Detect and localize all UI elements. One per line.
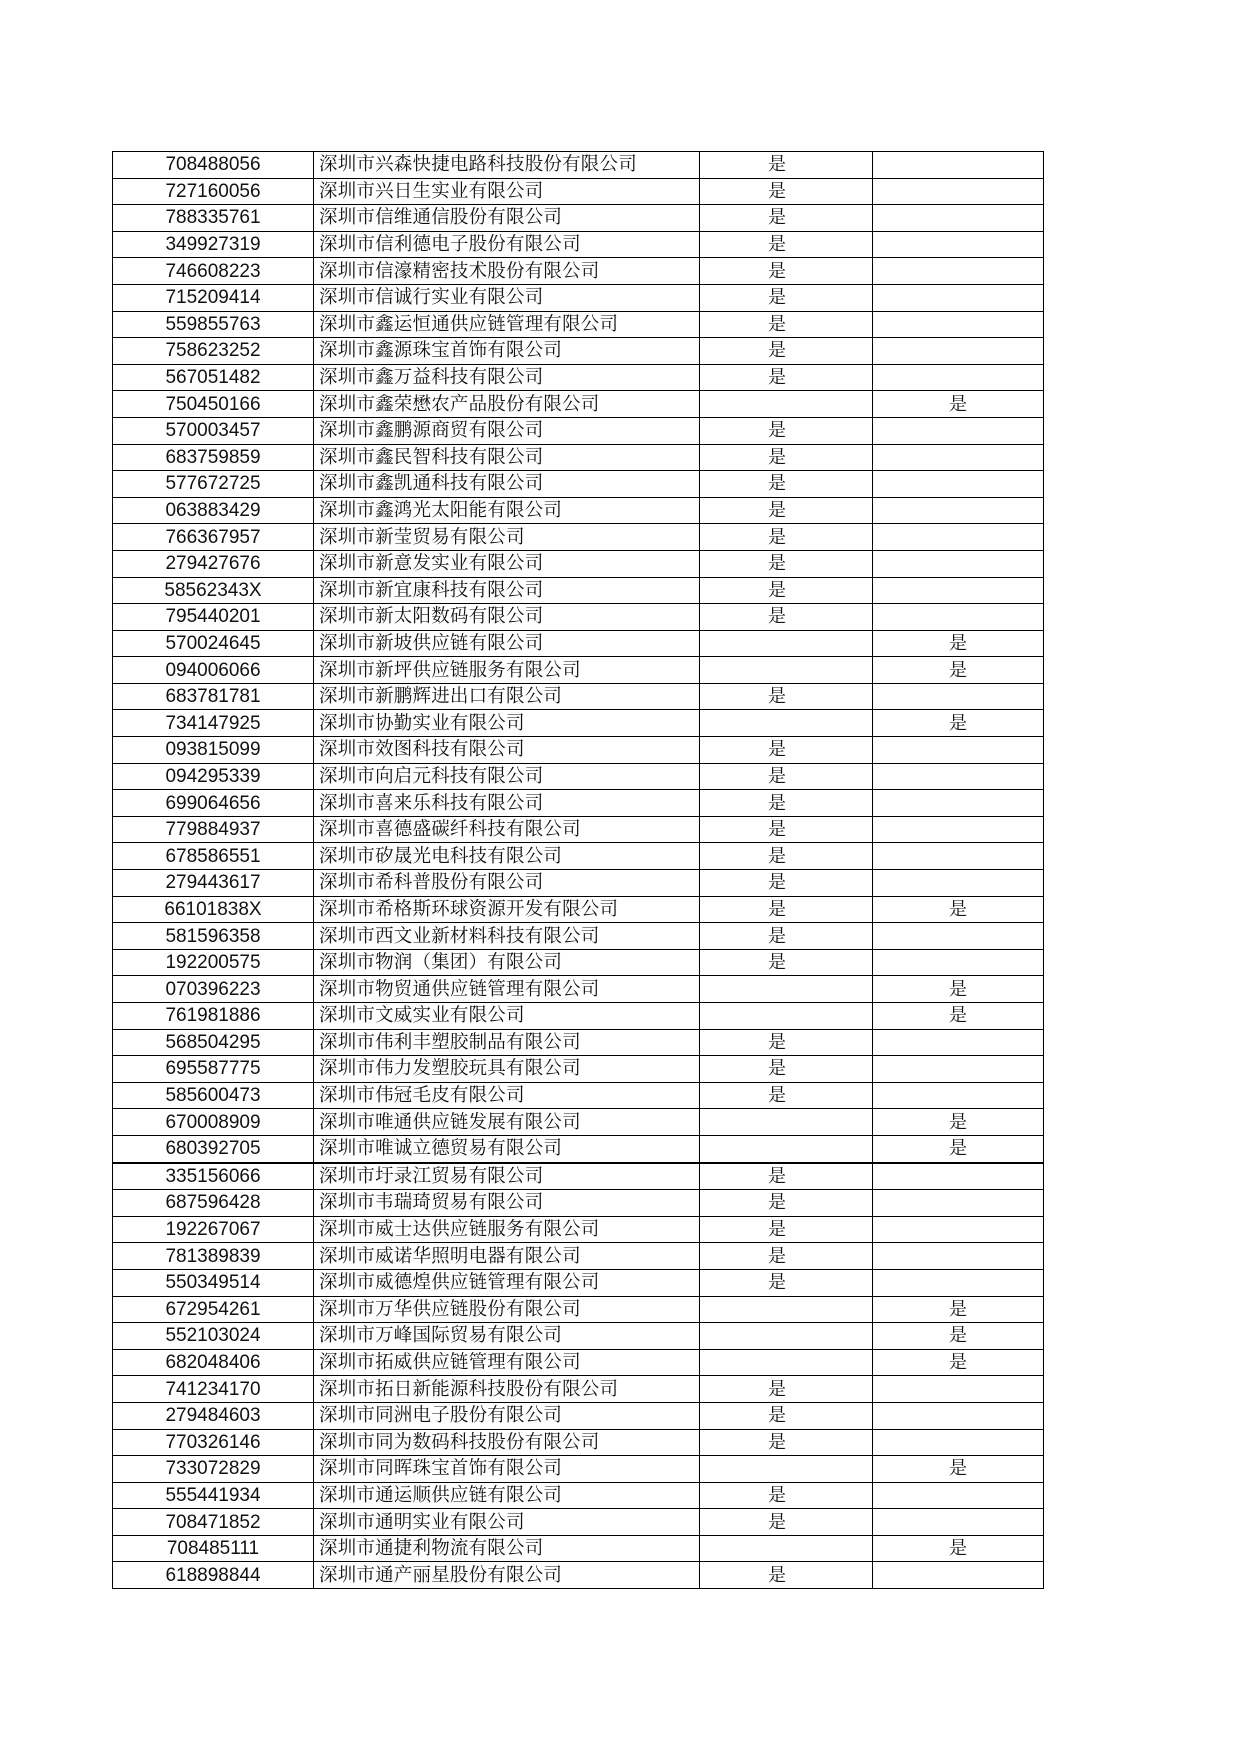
table-row	[113, 1243, 1044, 1270]
company-name-cell: 深圳市通运顺供应链有限公司	[314, 1482, 700, 1509]
flag-column-1-cell: 是	[700, 843, 873, 870]
code-cell: 279443617	[113, 870, 314, 897]
table-row	[113, 391, 1044, 418]
flag-column-2-cell	[873, 816, 1044, 843]
table-row	[113, 178, 1044, 205]
company-name-cell: 深圳市喜来乐科技有限公司	[314, 790, 700, 817]
flag-column-2-cell	[873, 205, 1044, 232]
flag-column-2-cell	[873, 1482, 1044, 1509]
table-row	[113, 1482, 1044, 1509]
company-name-cell: 深圳市信维通信股份有限公司	[314, 205, 700, 232]
flag-column-1-cell: 是	[700, 1402, 873, 1429]
code-cell: 733072829	[113, 1456, 314, 1483]
company-name-cell: 深圳市兴日生实业有限公司	[314, 178, 700, 205]
company-name-cell: 深圳市新鹏辉进出口有限公司	[314, 683, 700, 710]
code-cell: 761981886	[113, 1003, 314, 1030]
flag-column-1-cell: 是	[700, 178, 873, 205]
flag-column-2-cell	[873, 152, 1044, 179]
company-name-cell: 深圳市拓日新能源科技股份有限公司	[314, 1376, 700, 1403]
table-row	[113, 1402, 1044, 1429]
flag-column-2-cell: 是	[873, 630, 1044, 657]
flag-column-2-cell	[873, 1269, 1044, 1296]
code-cell: 670008909	[113, 1109, 314, 1136]
flag-column-1-cell: 是	[700, 258, 873, 285]
flag-column-2-cell	[873, 417, 1044, 444]
table-row	[113, 1135, 1044, 1162]
code-cell: 567051482	[113, 364, 314, 391]
flag-column-1-cell: 是	[700, 1082, 873, 1109]
table-row	[113, 1456, 1044, 1483]
flag-column-2-cell	[873, 949, 1044, 976]
code-cell: 750450166	[113, 391, 314, 418]
company-name-cell: 深圳市鑫民智科技有限公司	[314, 444, 700, 471]
table-row	[113, 1535, 1044, 1562]
company-name-cell: 深圳市希科普股份有限公司	[314, 870, 700, 897]
flag-column-2-cell: 是	[873, 1456, 1044, 1483]
flag-column-2-cell	[873, 1163, 1044, 1190]
flag-column-2-cell: 是	[873, 896, 1044, 923]
flag-column-2-cell	[873, 1029, 1044, 1056]
flag-column-2-cell	[873, 870, 1044, 897]
company-name-cell: 深圳市物润（集团）有限公司	[314, 949, 700, 976]
company-name-cell: 深圳市拓威供应链管理有限公司	[314, 1349, 700, 1376]
table-row	[113, 976, 1044, 1003]
code-cell: 795440201	[113, 604, 314, 631]
flag-column-2-cell: 是	[873, 710, 1044, 737]
code-cell: 715209414	[113, 284, 314, 311]
company-name-cell: 深圳市矽晟光电科技有限公司	[314, 843, 700, 870]
flag-column-1-cell: 是	[700, 1216, 873, 1243]
code-cell: 570024645	[113, 630, 314, 657]
company-name-cell: 深圳市鑫运恒通供应链管理有限公司	[314, 311, 700, 338]
table-row	[113, 231, 1044, 258]
code-cell: 550349514	[113, 1269, 314, 1296]
code-cell: 678586551	[113, 843, 314, 870]
company-name-cell: 深圳市威士达供应链服务有限公司	[314, 1216, 700, 1243]
flag-column-1-cell	[700, 1349, 873, 1376]
flag-column-1-cell: 是	[700, 152, 873, 179]
table-row	[113, 1323, 1044, 1350]
company-name-cell: 深圳市物贸通供应链管理有限公司	[314, 976, 700, 1003]
table-row	[113, 896, 1044, 923]
flag-column-2-cell	[873, 311, 1044, 338]
table-row	[113, 1269, 1044, 1296]
flag-column-1-cell: 是	[700, 524, 873, 551]
company-name-cell: 深圳市信利德电子股份有限公司	[314, 231, 700, 258]
table-row	[113, 338, 1044, 365]
code-cell: 192200575	[113, 949, 314, 976]
flag-column-1-cell: 是	[700, 364, 873, 391]
flag-column-1-cell: 是	[700, 1482, 873, 1509]
table-row	[113, 763, 1044, 790]
table-row	[113, 550, 1044, 577]
company-name-cell: 深圳市圩录江贸易有限公司	[314, 1163, 700, 1190]
code-cell: 279427676	[113, 550, 314, 577]
company-name-cell: 深圳市新宜康科技有限公司	[314, 577, 700, 604]
code-cell: 552103024	[113, 1323, 314, 1350]
flag-column-2-cell	[873, 1216, 1044, 1243]
flag-column-2-cell	[873, 524, 1044, 551]
table-row	[113, 683, 1044, 710]
flag-column-2-cell	[873, 471, 1044, 498]
flag-column-1-cell: 是	[700, 763, 873, 790]
flag-column-1-cell: 是	[700, 1376, 873, 1403]
flag-column-2-cell	[873, 178, 1044, 205]
company-name-cell: 深圳市新坪供应链服务有限公司	[314, 657, 700, 684]
company-name-cell: 深圳市文威实业有限公司	[314, 1003, 700, 1030]
company-name-cell: 深圳市万华供应链股份有限公司	[314, 1296, 700, 1323]
company-name-cell: 深圳市伟力发塑胶玩具有限公司	[314, 1056, 700, 1083]
table-row	[113, 710, 1044, 737]
company-name-cell: 深圳市新莹贸易有限公司	[314, 524, 700, 551]
table-row	[113, 1562, 1044, 1589]
company-name-cell: 深圳市唯诚立德贸易有限公司	[314, 1135, 700, 1162]
code-cell: 766367957	[113, 524, 314, 551]
flag-column-2-cell: 是	[873, 1135, 1044, 1162]
company-name-cell: 深圳市效图科技有限公司	[314, 737, 700, 764]
flag-column-2-cell	[873, 231, 1044, 258]
code-cell: 734147925	[113, 710, 314, 737]
flag-column-1-cell: 是	[700, 896, 873, 923]
code-cell: 699064656	[113, 790, 314, 817]
flag-column-1-cell: 是	[700, 1429, 873, 1456]
code-cell: 727160056	[113, 178, 314, 205]
company-name-cell: 深圳市同为数码科技股份有限公司	[314, 1429, 700, 1456]
flag-column-2-cell	[873, 364, 1044, 391]
code-cell: 618898844	[113, 1562, 314, 1589]
code-cell: 063883429	[113, 497, 314, 524]
code-cell: 093815099	[113, 737, 314, 764]
flag-column-2-cell: 是	[873, 391, 1044, 418]
code-cell: 555441934	[113, 1482, 314, 1509]
flag-column-1-cell	[700, 391, 873, 418]
company-name-cell: 深圳市新坡供应链有限公司	[314, 630, 700, 657]
company-name-cell: 深圳市喜德盛碳纤科技有限公司	[314, 816, 700, 843]
company-name-cell: 深圳市新意发实业有限公司	[314, 550, 700, 577]
flag-column-2-cell	[873, 1402, 1044, 1429]
flag-column-2-cell	[873, 550, 1044, 577]
flag-column-2-cell: 是	[873, 1003, 1044, 1030]
company-name-cell: 深圳市鑫源珠宝首饰有限公司	[314, 338, 700, 365]
table-row	[113, 444, 1044, 471]
flag-column-1-cell: 是	[700, 949, 873, 976]
table-row	[113, 657, 1044, 684]
table-row	[113, 1216, 1044, 1243]
table-row	[113, 737, 1044, 764]
table-row	[113, 1082, 1044, 1109]
table-row	[113, 1190, 1044, 1217]
flag-column-2-cell	[873, 923, 1044, 950]
table-body	[113, 152, 1044, 1589]
code-cell: 687596428	[113, 1190, 314, 1217]
flag-column-1-cell: 是	[700, 284, 873, 311]
company-name-cell: 深圳市兴森快捷电路科技股份有限公司	[314, 152, 700, 179]
flag-column-2-cell	[873, 497, 1044, 524]
company-name-cell: 深圳市唯通供应链发展有限公司	[314, 1109, 700, 1136]
table-row	[113, 417, 1044, 444]
flag-column-1-cell: 是	[700, 683, 873, 710]
code-cell: 070396223	[113, 976, 314, 1003]
code-cell: 585600473	[113, 1082, 314, 1109]
flag-column-2-cell: 是	[873, 1296, 1044, 1323]
company-name-cell: 深圳市韦瑞琦贸易有限公司	[314, 1190, 700, 1217]
company-name-cell: 深圳市鑫凯通科技有限公司	[314, 471, 700, 498]
flag-column-1-cell	[700, 1135, 873, 1162]
code-cell: 279484603	[113, 1402, 314, 1429]
flag-column-1-cell: 是	[700, 1163, 873, 1190]
table-row	[113, 1056, 1044, 1083]
table-row	[113, 1163, 1044, 1190]
code-cell: 559855763	[113, 311, 314, 338]
code-cell: 708471852	[113, 1509, 314, 1536]
flag-column-1-cell	[700, 1296, 873, 1323]
table-row	[113, 152, 1044, 179]
code-cell: 781389839	[113, 1243, 314, 1270]
flag-column-1-cell: 是	[700, 497, 873, 524]
table-row	[113, 577, 1044, 604]
code-cell: 192267067	[113, 1216, 314, 1243]
company-name-cell: 深圳市通明实业有限公司	[314, 1509, 700, 1536]
flag-column-2-cell	[873, 1562, 1044, 1589]
flag-column-1-cell	[700, 976, 873, 1003]
code-cell: 349927319	[113, 231, 314, 258]
code-cell: 741234170	[113, 1376, 314, 1403]
table-row	[113, 1296, 1044, 1323]
code-cell: 770326146	[113, 1429, 314, 1456]
company-name-cell: 深圳市万峰国际贸易有限公司	[314, 1323, 700, 1350]
code-cell: 746608223	[113, 258, 314, 285]
flag-column-1-cell: 是	[700, 737, 873, 764]
flag-column-2-cell	[873, 843, 1044, 870]
flag-column-2-cell: 是	[873, 1349, 1044, 1376]
code-cell: 094006066	[113, 657, 314, 684]
table-row	[113, 949, 1044, 976]
code-cell: 577672725	[113, 471, 314, 498]
flag-column-1-cell: 是	[700, 1056, 873, 1083]
flag-column-1-cell: 是	[700, 338, 873, 365]
table-row	[113, 524, 1044, 551]
flag-column-2-cell: 是	[873, 657, 1044, 684]
flag-column-2-cell	[873, 577, 1044, 604]
flag-column-1-cell: 是	[700, 923, 873, 950]
company-name-cell: 深圳市威德煌供应链管理有限公司	[314, 1269, 700, 1296]
code-cell: 335156066	[113, 1163, 314, 1190]
code-cell: 695587775	[113, 1056, 314, 1083]
table-row	[113, 1376, 1044, 1403]
flag-column-2-cell	[873, 1509, 1044, 1536]
code-cell: 682048406	[113, 1349, 314, 1376]
flag-column-1-cell	[700, 1535, 873, 1562]
flag-column-1-cell: 是	[700, 444, 873, 471]
table-row	[113, 205, 1044, 232]
flag-column-2-cell	[873, 1429, 1044, 1456]
flag-column-1-cell: 是	[700, 471, 873, 498]
company-name-cell: 深圳市同晖珠宝首饰有限公司	[314, 1456, 700, 1483]
company-name-cell: 深圳市信濠精密技术股份有限公司	[314, 258, 700, 285]
table-row	[113, 1509, 1044, 1536]
flag-column-1-cell: 是	[700, 790, 873, 817]
flag-column-1-cell: 是	[700, 577, 873, 604]
company-name-cell: 深圳市向启元科技有限公司	[314, 763, 700, 790]
flag-column-1-cell: 是	[700, 1243, 873, 1270]
table-row	[113, 364, 1044, 391]
table-row	[113, 258, 1044, 285]
flag-column-1-cell: 是	[700, 1029, 873, 1056]
code-cell: 779884937	[113, 816, 314, 843]
code-cell: 788335761	[113, 205, 314, 232]
flag-column-1-cell	[700, 1323, 873, 1350]
flag-column-2-cell	[873, 284, 1044, 311]
flag-column-2-cell	[873, 338, 1044, 365]
flag-column-1-cell: 是	[700, 550, 873, 577]
flag-column-1-cell	[700, 1109, 873, 1136]
flag-column-1-cell: 是	[700, 1562, 873, 1589]
flag-column-1-cell: 是	[700, 1190, 873, 1217]
table-row	[113, 311, 1044, 338]
company-name-cell: 深圳市同洲电子股份有限公司	[314, 1402, 700, 1429]
table-row	[113, 1429, 1044, 1456]
flag-column-1-cell: 是	[700, 870, 873, 897]
code-cell: 094295339	[113, 763, 314, 790]
company-name-cell: 深圳市新太阳数码有限公司	[314, 604, 700, 631]
flag-column-2-cell: 是	[873, 1109, 1044, 1136]
code-cell: 683781781	[113, 683, 314, 710]
table-row	[113, 604, 1044, 631]
flag-column-1-cell: 是	[700, 1269, 873, 1296]
flag-column-1-cell	[700, 630, 873, 657]
company-name-cell: 深圳市协勤实业有限公司	[314, 710, 700, 737]
flag-column-2-cell	[873, 790, 1044, 817]
code-cell: 683759859	[113, 444, 314, 471]
table-row	[113, 1109, 1044, 1136]
flag-column-2-cell	[873, 1243, 1044, 1270]
code-cell: 672954261	[113, 1296, 314, 1323]
company-name-cell: 深圳市鑫万益科技有限公司	[314, 364, 700, 391]
company-name-cell: 深圳市通产丽星股份有限公司	[314, 1562, 700, 1589]
flag-column-1-cell: 是	[700, 205, 873, 232]
table-row	[113, 630, 1044, 657]
table-row	[113, 843, 1044, 870]
flag-column-2-cell: 是	[873, 976, 1044, 1003]
flag-column-2-cell	[873, 1376, 1044, 1403]
flag-column-1-cell: 是	[700, 604, 873, 631]
company-name-cell: 深圳市伟冠毛皮有限公司	[314, 1082, 700, 1109]
code-cell: 581596358	[113, 923, 314, 950]
company-name-cell: 深圳市希格斯环球资源开发有限公司	[314, 896, 700, 923]
company-name-cell: 深圳市西文业新材料科技有限公司	[314, 923, 700, 950]
flag-column-2-cell	[873, 444, 1044, 471]
code-cell: 680392705	[113, 1135, 314, 1162]
code-cell: 66101838X	[113, 896, 314, 923]
flag-column-1-cell	[700, 710, 873, 737]
company-name-cell: 深圳市信诚行实业有限公司	[314, 284, 700, 311]
flag-column-1-cell: 是	[700, 311, 873, 338]
code-cell: 570003457	[113, 417, 314, 444]
table-row	[113, 471, 1044, 498]
table-row	[113, 923, 1044, 950]
flag-column-1-cell	[700, 657, 873, 684]
flag-column-2-cell	[873, 763, 1044, 790]
table-row	[113, 790, 1044, 817]
company-name-cell: 深圳市鑫鹏源商贸有限公司	[314, 417, 700, 444]
company-name-cell: 深圳市威诺华照明电器有限公司	[314, 1243, 700, 1270]
code-cell: 708485111	[113, 1535, 314, 1562]
company-name-cell: 深圳市通捷利物流有限公司	[314, 1535, 700, 1562]
table-row	[113, 497, 1044, 524]
flag-column-2-cell	[873, 1056, 1044, 1083]
flag-column-1-cell: 是	[700, 816, 873, 843]
company-name-cell: 深圳市鑫荣懋农产品股份有限公司	[314, 391, 700, 418]
flag-column-2-cell	[873, 683, 1044, 710]
flag-column-2-cell: 是	[873, 1323, 1044, 1350]
flag-column-1-cell	[700, 1456, 873, 1483]
flag-column-2-cell	[873, 1082, 1044, 1109]
flag-column-1-cell: 是	[700, 417, 873, 444]
table-row	[113, 1003, 1044, 1030]
company-name-cell: 深圳市伟利丰塑胶制品有限公司	[314, 1029, 700, 1056]
company-name-cell: 深圳市鑫鸿光太阳能有限公司	[314, 497, 700, 524]
code-cell: 758623252	[113, 338, 314, 365]
flag-column-2-cell	[873, 258, 1044, 285]
code-cell: 568504295	[113, 1029, 314, 1056]
company-table	[112, 151, 1044, 1589]
flag-column-2-cell	[873, 737, 1044, 764]
flag-column-1-cell: 是	[700, 231, 873, 258]
code-cell: 708488056	[113, 152, 314, 179]
table-row	[113, 1029, 1044, 1056]
flag-column-2-cell	[873, 1190, 1044, 1217]
table-row	[113, 870, 1044, 897]
table-row	[113, 1349, 1044, 1376]
flag-column-2-cell	[873, 604, 1044, 631]
flag-column-1-cell: 是	[700, 1509, 873, 1536]
table-row	[113, 284, 1044, 311]
flag-column-1-cell	[700, 1003, 873, 1030]
code-cell: 58562343X	[113, 577, 314, 604]
table-row	[113, 816, 1044, 843]
flag-column-2-cell: 是	[873, 1535, 1044, 1562]
